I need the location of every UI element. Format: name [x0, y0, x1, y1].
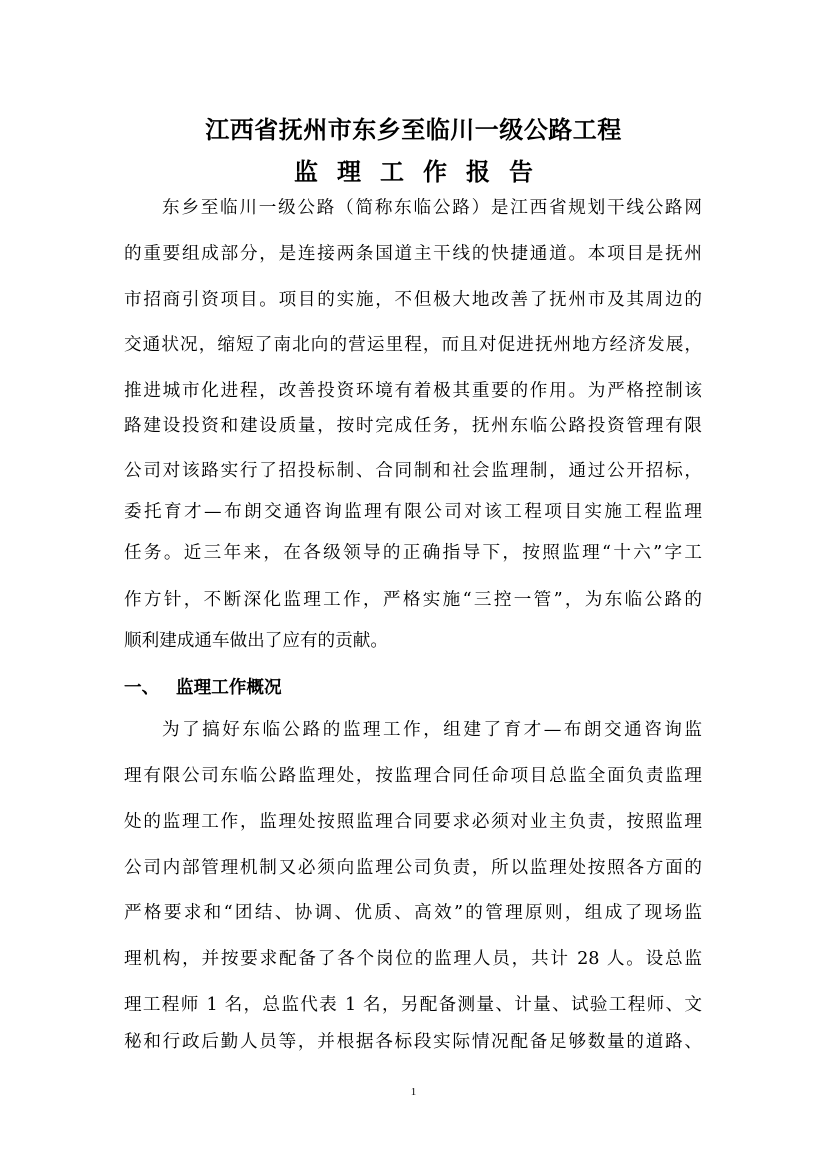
intro-line: 顺利建成通车做出了应有的贡献。 [124, 631, 388, 651]
intro-line: 任务。近三年来，在各级领导的正确指导下，按照监理“十六”字工 [124, 543, 702, 563]
intro-line: 推进城市化进程，改善投资环境有着极其重要的作用。为严格控制该 [124, 381, 702, 401]
intro-line: 交通状况，缩短了南北向的营运里程，而且对促进抚州地方经济发展， [124, 335, 702, 355]
section-line: 理工程师 1 名，总监代表 1 名，另配备测量、计量、试验工程师、文 [124, 995, 702, 1015]
intro-line: 公司对该路实行了招投标制、合同制和社会监理制，通过公开招标， [124, 461, 702, 481]
section-line: 公司内部管理机制又必须向监理公司负责，所以监理处按照各方面的 [124, 858, 702, 878]
section-number: 一、 [124, 678, 160, 698]
section-line: 为了搞好东临公路的监理工作，组建了育才—布朗交通咨询监 [162, 720, 702, 740]
report-title: 江西省抚州市东乡至临川一级公路工程 [205, 116, 622, 144]
section-line: 秘和行政后勤人员等，并根据各标段实际情况配备足够数量的道路、 [124, 1032, 702, 1052]
section-line: 理机构，并按要求配备了各个岗位的监理人员，共计 28 人。设总监 [124, 949, 702, 969]
section-line: 严格要求和“团结、协调、优质、高效”的管理原则，组成了现场监 [124, 903, 702, 923]
section-line: 理有限公司东临公路监理处，按监理合同任命项目总监全面负责监理 [124, 766, 702, 786]
section-line: 处的监理工作，监理处按照监理合同要求必须对业主负责，按照监理 [124, 812, 702, 832]
intro-line: 作方针，不断深化监理工作，严格实施“三控一管”，为东临公路的 [124, 590, 702, 610]
intro-line: 市招商引资项目。项目的实施，不但极大地改善了抚州市及其周边的 [124, 290, 702, 310]
section-heading [124, 668, 282, 708]
intro-line: 东乡至临川一级公路（简称东临公路）是江西省规划干线公路网 [162, 198, 702, 218]
intro-line: 委托育才—布朗交通咨询监理有限公司对该工程项目实施工程监理 [124, 502, 702, 522]
intro-line: 路建设投资和建设质量，按时完成任务，抚州东临公路投资管理有限 [124, 416, 702, 436]
section-title: 监理工作概况 [176, 678, 282, 698]
intro-line: 的重要组成部分，是连接两条国道主干线的快捷通道。本项目是抚州 [124, 244, 702, 264]
page-number: 1 [410, 1086, 417, 1098]
report-subtitle: 监理工作报告 [294, 158, 552, 186]
